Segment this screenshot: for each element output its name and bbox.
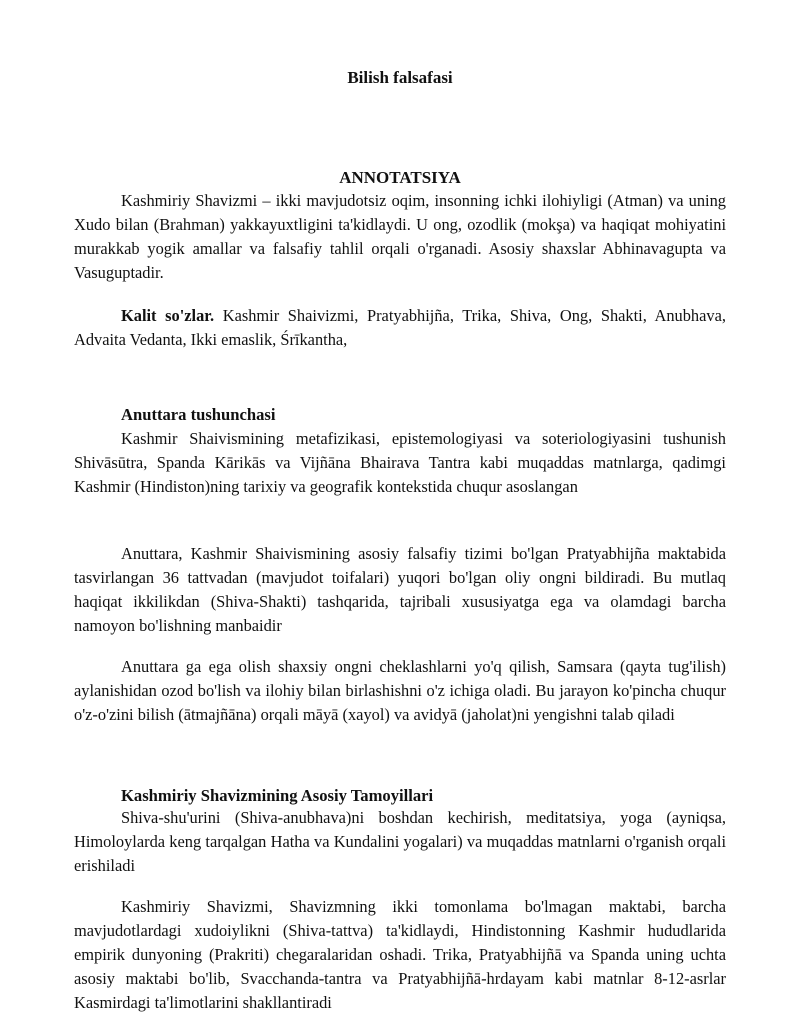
annotation-paragraph: Kashmiriy Shavizmi – ikki mavjudotsiz oqim, insonning ichki ilohiyligi (Atman) va uning Xudo bilan (Brahman) yakkayuxtligini ta'kidlaydi. U ong, ozodlik (mokşa) va haqiqat mohiyatini murakkab yogik amallar va falsafiy tahlil orqali o'rganadi. Asosiy shaxslar Abhinavagupta va Vasuguptadir. bbox=[74, 191, 726, 282]
section-heading-anuttara: Anuttara tushunchasi bbox=[121, 405, 276, 424]
keywords-paragraph bbox=[74, 304, 726, 352]
keywords-list: Kashmir Shaivizmi, Pratyabhijña, Trika, Shiva, Ong, Shakti, Anubhava, Advaita Vedanta, Ikki emaslik, Śrīkantha, bbox=[74, 306, 726, 349]
section-heading-tamoyillar: Kashmiriy Shavizmining Asosiy Tamoyillari bbox=[121, 786, 434, 805]
keywords-label: Kalit so'zlar. bbox=[121, 306, 215, 325]
section-paragraph: Anuttara, Kashmir Shaivismining asosiy falsafiy tizimi bo'lgan Pratyabhijña maktabida tasvirlangan 36 tattvadan (mavjudot toifalari) yuqori bo'lgan oliy ongni bildiradi. Bu mutlaq haqiqat ikkilikdan (Shiva-Shakti) tashqarida, tajribali xususiyatga ega va olamdagi barcha namoyon bo'lishning manbaidir bbox=[74, 544, 726, 635]
annotation-heading: ANNOTATSIYA bbox=[339, 168, 461, 187]
section-paragraph: Anuttara ga ega olish shaxsiy ongni cheklashlarni yo'q qilish, Samsara (qayta tug'ilish) aylanishidan ozod bo'lish va ilohiy bilan birlashishni o'z ichiga oladi. Bu jarayon ko'pincha chuqur o'z-o'zini bilish (ātmajñāna) orqali māyā (xayol) va avidyā (jaholat)ni yengishni talab qiladi bbox=[74, 657, 726, 724]
section-paragraph: Shiva-shu'urini (Shiva-anubhava)ni boshdan kechirish, meditatsiya, yoga (ayniqsa, Himoloylarda keng tarqalgan Hatha va Kundalini yogalari) va muqaddas matnlarni o'rganish orqali erishiladi bbox=[74, 808, 726, 875]
section-paragraph: Kashmiriy Shavizmi, Shavizmning ikki tomonlama bo'lmagan maktabi, barcha mavjudotlardagi xudoiylikni (Shiva-tattva) ta'kidlaydi, Hindistonning Kashmir hududlarida empirik dunyoning (Prakriti) chegaralaridan oshadi. Trika, Pratyabhijñā va Spanda uning uchta asosiy maktabi bo'lib, Svacchanda-tantra va Pratyabhijñā-hrdayam kabi matnlar 8-12-asrlar Kasmirdagi ta'limotlarini shakllantiradi bbox=[74, 897, 726, 1012]
section-paragraph: Kashmir Shaivismining metafizikasi, epistemologiyasi va soteriologiyasini tushunish Shivāsūtra, Spanda Kārikās va Vijñāna Bhairava Tantra kabi muqaddas matnlarga, qadimgi Kashmir (Hindiston)ning tarixiy va geografik kontekstida chuqur asoslangan bbox=[74, 429, 726, 496]
document-title: Bilish falsafasi bbox=[347, 68, 453, 87]
